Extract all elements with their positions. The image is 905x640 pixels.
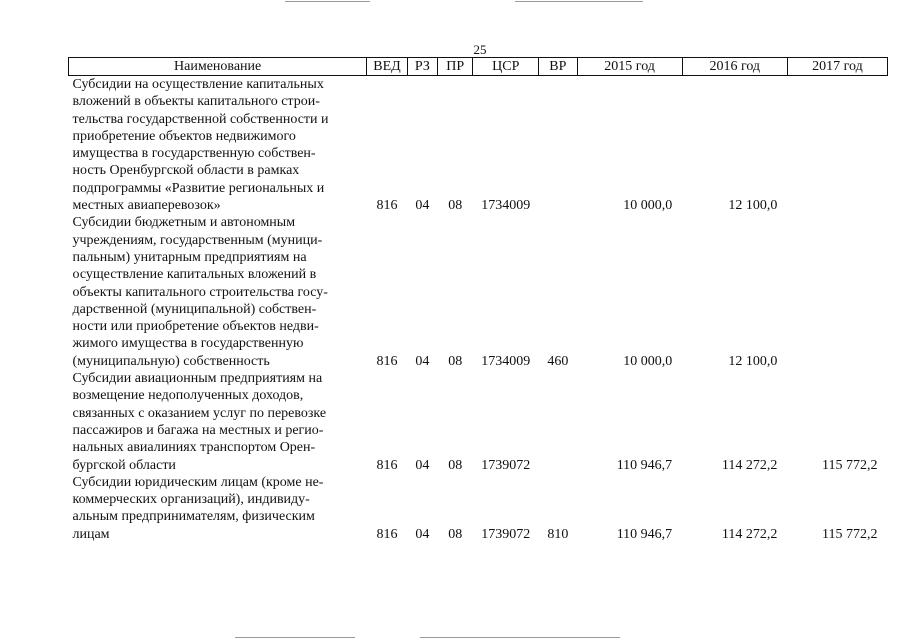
page-number: 25: [473, 42, 487, 57]
row-2015: 110 946,7: [616, 457, 673, 473]
row-2017: 115 772,2: [822, 457, 878, 473]
row-csr: 1739072: [481, 457, 531, 473]
header-2017: 2017 год: [787, 58, 887, 76]
row-2016: 12 100,0: [728, 198, 778, 214]
row-csr: 1734009: [481, 353, 531, 369]
table-row: [69, 370, 888, 474]
row-name: Субсидии авиационным предприятиям на возмещение недополученных доходов, связанных с оказанием услуг по перевозке пассажиров и багажа на местных и регио- нальных авиалиниях транспортом Орен- бургской области: [72, 371, 327, 473]
row-pr: 08: [448, 198, 463, 214]
table-row: [69, 474, 888, 543]
header-csr: ЦСР: [473, 58, 539, 76]
row-pr: 08: [448, 526, 463, 542]
row-vr: [539, 370, 577, 474]
header-name: Наименование: [69, 58, 367, 76]
scan-edge-line: [420, 637, 620, 638]
row-ved: 816: [376, 353, 398, 369]
row-rz: 04: [415, 526, 430, 542]
row-name: Субсидии бюджетным и автономным учреждениям, государственным (муници- пальным) унитарным предприятиям на осуществление капитальных вложений в объекты капитального строительства госу- дарственной (муниципальной) собствен- ности или приобретение объектов недви- жимого имущества в государственную (муниципальную) собственность: [72, 215, 328, 369]
row-2016: 114 272,2: [721, 457, 778, 473]
header-rz: РЗ: [407, 58, 437, 76]
row-2016: 114 272,2: [721, 526, 778, 542]
row-vr: [539, 76, 577, 215]
row-ved: 816: [376, 457, 398, 473]
row-2015: 10 000,0: [623, 198, 673, 214]
table-header: [69, 58, 888, 76]
header-ved: ВЕД: [367, 58, 407, 76]
table-row: [69, 214, 888, 370]
header-pr: ПР: [438, 58, 473, 76]
row-rz: 04: [415, 353, 430, 369]
header-2015: 2015 год: [577, 58, 682, 76]
row-rz: 04: [415, 457, 430, 473]
row-2017: [787, 214, 887, 370]
table-row: [69, 76, 888, 215]
row-name: Субсидии юридическим лицам (кроме не- коммерческих организаций), индивиду- альным предпринимателям, физическим лицам: [72, 474, 324, 542]
row-pr: 08: [448, 353, 463, 369]
row-vr: 810: [547, 526, 569, 542]
row-vr: 460: [547, 353, 569, 369]
table-body: [69, 76, 888, 544]
row-2017: [787, 76, 887, 215]
budget-table: [68, 57, 888, 543]
row-csr: 1734009: [481, 198, 531, 214]
scan-edge-line: [515, 1, 643, 2]
header-2016: 2016 год: [682, 58, 787, 76]
scan-edge-line: [285, 1, 370, 2]
row-2015: 110 946,7: [616, 526, 673, 542]
row-pr: 08: [448, 457, 463, 473]
row-rz: 04: [415, 198, 430, 214]
row-2015: 10 000,0: [623, 353, 673, 369]
row-2016: 12 100,0: [728, 353, 778, 369]
row-csr: 1739072: [481, 526, 531, 542]
row-name: Субсидии на осуществление капитальных вложений в объекты капитального строи- тельства государственной собственности и приобретение объектов недвижимого имущества в государственную собствен- ность Оренбургской области в рамках подпрограммы «Развитие региональных и местных авиаперевозок»: [72, 77, 329, 214]
row-ved: 816: [376, 198, 398, 214]
row-2017: 115 772,2: [822, 526, 878, 542]
row-ved: 816: [376, 526, 398, 542]
scan-edge-line: [235, 637, 355, 638]
header-vr: ВР: [539, 58, 577, 76]
